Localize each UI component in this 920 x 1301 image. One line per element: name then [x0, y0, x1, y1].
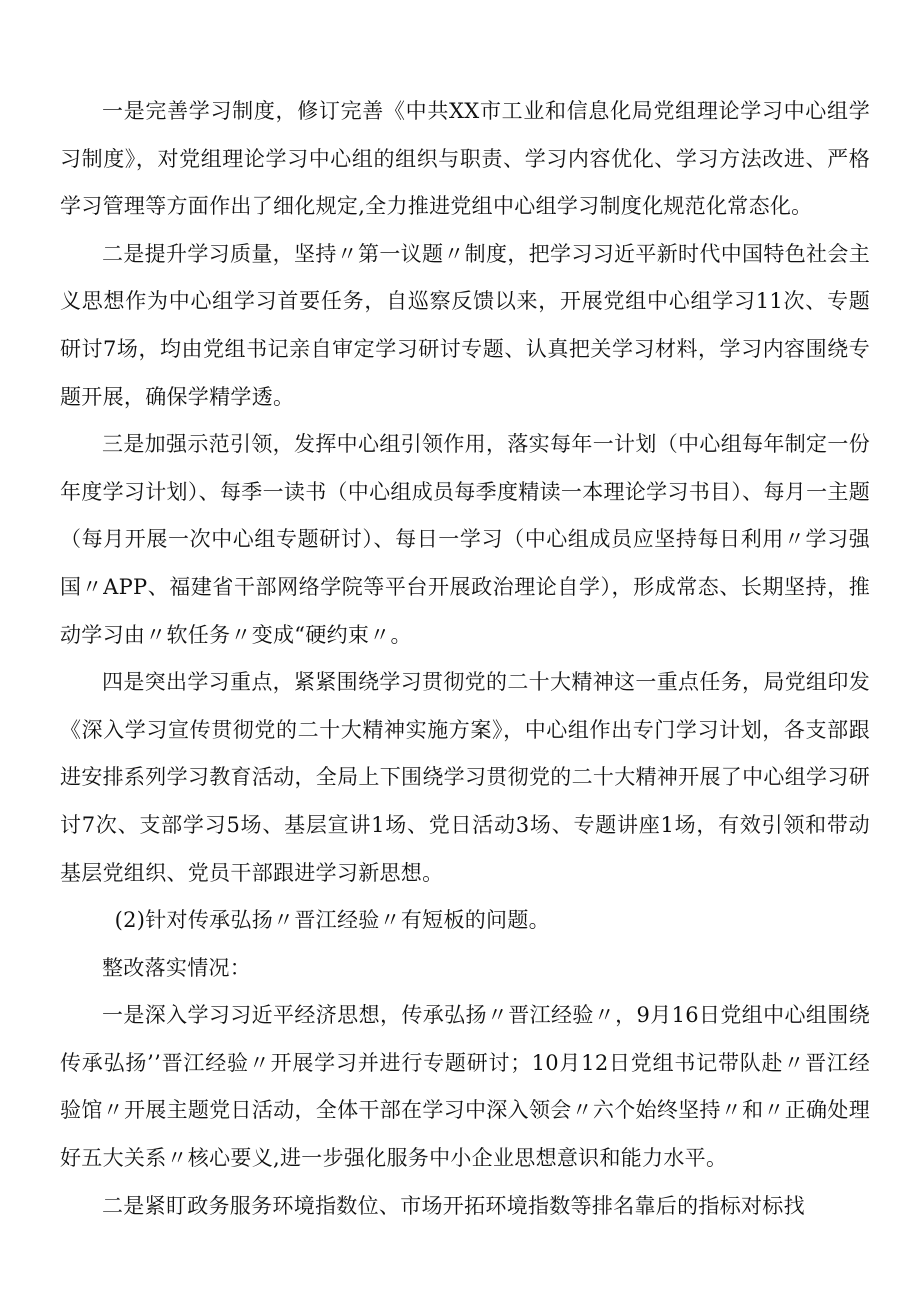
paragraph-index-benchmark: 二是紧盯政务服务环境指数位、市场开拓环境指数等排名靠后的指标对标找 [102, 1193, 805, 1218]
paragraph-jinjiang-study: 一是深入学习习近平经济思想，传承弘扬〃晋江经验〃，9月16日党组中心组围绕传承弘扬’’晋江经验〃开展学习并进行专题研讨；10月12日党组书记带队赴〃晋江经验馆〃开展主题党日活动，全体干部在学习中深入领会〃六个始终坚持〃和〃正确处理好五大关系〃核心要义,进一步强化服务中小企业思想意识和能力水平。 [60, 1003, 870, 1171]
paragraph-rectification-label: 整改落实情况： [102, 955, 252, 980]
paragraph-key-focus: 四是突出学习重点，紧紧围绕学习贯彻党的二十大精神这一重点任务，局党组印发《深入学习宣传贯彻党的二十大精神实施方案》，中心组作出专门学习计划，各支部跟进安排系列学习教育活动，全局上下围绕学习贯彻党的二十大精神开展了中心组学习研讨7次、支部学习5场、基层宣讲1场、党日活动3场、专题讲座1场，有效引领和带动基层党组织、党员干部跟进学习新思想。 [60, 670, 870, 885]
paragraph-demonstration: 三是加强示范引领，发挥中心组引领作用，落实每年一计划（中心组每年制定一份年度学习计划）、每季一读书（中心组成员每季度精读一本理论学习书目）、每月一主题（每月开展一次中心组专题研讨）、每日一学习（中心组成员应坚持每日利用〃学习强国〃APP、福建省干部网络学院等平台开展政治理论自学），形成常态、长期坚持，推动学习由〃软任务〃变成“硬约束〃。 [60, 432, 870, 647]
paragraph-issue-heading: (2)针对传承弘扬〃晋江经验〃有短板的问题。 [114, 908, 550, 933]
paragraph-study-system: 一是完善学习制度，修订完善《中共XX市工业和信息化局党组理论学习中心组学习制度》，对党组理论学习中心组的组织与职责、学习内容优化、学习方法改进、严格学习管理等方面作出了细化规定,全力推进党组中心组学习制度化规范化常态化。 [60, 99, 870, 219]
document-body [60, 88, 870, 1230]
paragraph-study-quality: 二是提升学习质量，坚持〃第一议题〃制度，把学习习近平新时代中国特色社会主义思想作为中心组学习首要任务，自巡察反馈以来，开展党组中心组学习11次、专题研讨7场，均由党组书记亲自审定学习研讨专题、认真把关学习材料，学习内容围绕专题开展，确保学精学透。 [60, 241, 870, 409]
